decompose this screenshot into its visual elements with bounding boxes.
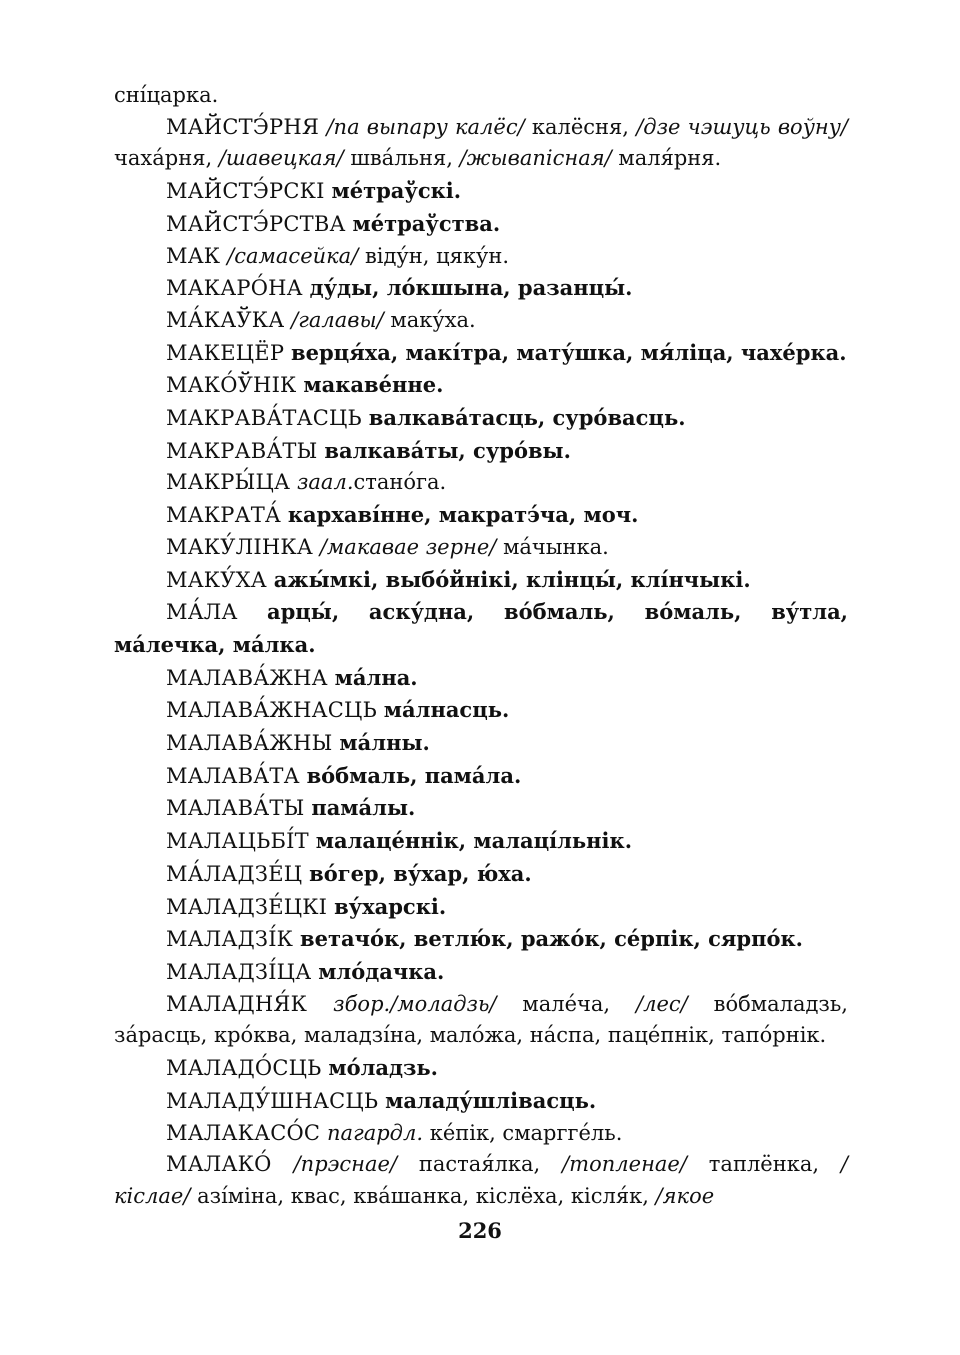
entry-synonyms: азі́міна, квас, ква́шанка, кіслёха, кісля́к,: [190, 1183, 656, 1208]
entry-headword: МАЛАКАСО́С: [166, 1120, 328, 1145]
entry-headword: МАЛАКО́: [166, 1152, 294, 1177]
entry-note: /галавы/: [291, 307, 384, 332]
entry-headword: МАЙСТЭ́РСТВА: [166, 211, 353, 236]
entry-note: заал.: [296, 470, 354, 495]
entry-synonyms: малаце́ннік, малаці́льнік.: [315, 828, 633, 854]
entry-headword: МАЛАДЗІ́К: [166, 927, 301, 952]
entry-synonyms: ме́траўскі.: [331, 178, 462, 204]
entry-synonyms: маля́рня.: [611, 146, 722, 171]
dictionary-entry: [114, 80, 848, 112]
entry-headword: МАКУ́ЛІНКА: [166, 534, 320, 559]
dictionary-entry: [114, 467, 848, 499]
entry-note: /самасейка/: [227, 243, 359, 268]
entry-note: /макавае зерне/: [319, 534, 497, 559]
entry-headword: МАКРАВА́ТЫ: [166, 438, 325, 463]
entry-note: /жывапісная/: [459, 146, 612, 171]
dictionary-entry: [114, 337, 848, 370]
entry-synonyms: чаха́рня,: [114, 146, 219, 171]
dictionary-entry: [114, 694, 848, 727]
entry-synonyms: арцы́, аску́дна, во́бмаль, во́маль, ву́тла, ма́лечка, ма́лка.: [114, 599, 848, 657]
entry-synonyms: мло́дачка.: [318, 958, 445, 984]
entry-note: /па выпару калёс/: [326, 114, 525, 139]
entry-headword: МАЛАДЗІ́ЦА: [166, 959, 319, 984]
entry-synonyms: мале́ча,: [496, 991, 637, 1016]
entry-synonyms: кархаві́нне, макратэ́ча, моч.: [287, 502, 639, 528]
dictionary-entry: [114, 175, 848, 208]
dictionary-entry: [114, 241, 848, 273]
entry-synonyms: мо́ладзь.: [328, 1055, 438, 1081]
dictionary-entry: [114, 305, 848, 337]
page-number: 226: [458, 1218, 502, 1243]
entry-synonyms: стано́га.: [353, 470, 447, 495]
entry-headword: МА́ЛАДЗЕ́Ц: [166, 861, 310, 886]
entry-headword: МАК: [166, 243, 228, 268]
entry-synonyms: ву́харскі.: [334, 893, 447, 919]
entry-synonyms: во́гер, ву́хар, ю́ха.: [309, 860, 532, 886]
entry-synonyms: во́бмаль, пама́ла.: [306, 762, 522, 788]
entry-note: збор./моладзь/: [333, 991, 497, 1016]
entry-note: /лес/: [636, 991, 688, 1016]
dictionary-entry: [114, 727, 848, 760]
dictionary-entry: [114, 435, 848, 468]
dictionary-entry: [114, 112, 848, 175]
entry-synonyms: ма́лна.: [334, 664, 418, 690]
dictionary-entry: [114, 891, 848, 924]
entry-synonyms: ке́пік, смаргге́ль.: [423, 1120, 623, 1145]
entry-synonyms: ме́траўства.: [352, 210, 501, 236]
entry-synonyms: верця́ха, макі́тра, мату́шка, мя́ліца, чахе́рка.: [291, 339, 847, 365]
entry-headword: МАКАРО́НА: [166, 276, 310, 301]
entry-synonyms: ма́чынка.: [496, 534, 609, 559]
dictionary-page-body: [114, 80, 848, 1213]
entry-synonyms: маку́ха.: [383, 307, 476, 332]
entry-headword: МАЛАВА́ЖНА: [166, 665, 335, 690]
entry-synonyms: ма́лны.: [339, 730, 430, 756]
dictionary-entry: [114, 1085, 848, 1118]
entry-headword: МАЙСТЭ́РСКІ: [166, 179, 332, 204]
entry-synonyms: шва́льня,: [343, 146, 460, 171]
dictionary-entry: [114, 792, 848, 825]
entry-headword: МАКЕЦЁР: [166, 340, 292, 365]
dictionary-entry: [114, 1052, 848, 1085]
dictionary-entry: [114, 499, 848, 532]
entry-headword: МАЛАВА́ТА: [166, 763, 307, 788]
entry-note: /кіслае/: [114, 1152, 848, 1208]
entry-synonyms: макаве́нне.: [303, 372, 444, 398]
dictionary-entry: [114, 760, 848, 793]
dictionary-entry: [114, 858, 848, 891]
entry-synonyms: ду́ды, ло́кшына, разанцы́.: [309, 275, 633, 301]
dictionary-entry: [114, 402, 848, 435]
entry-headword: МА́КАЎКА: [166, 307, 292, 332]
entry-headword: МАЛАВА́ТЫ: [166, 796, 312, 821]
entry-note: /дзе чэшуць воўну/: [636, 114, 848, 139]
entry-synonyms: маладу́шлівасць.: [385, 1087, 597, 1113]
dictionary-entry: [114, 532, 848, 564]
entry-note: /топленае/: [562, 1152, 687, 1177]
entry-headword: МАКРЫ́ЦА: [166, 470, 297, 495]
entry-synonyms: валкава́тасць, суро́васць.: [368, 405, 686, 431]
entry-headword: МАКО́ЎНІК: [166, 373, 304, 398]
entry-synonyms: валкава́ты, суро́вы.: [324, 437, 571, 463]
entry-synonyms: таплёнка,: [686, 1152, 841, 1177]
entry-synonyms: калёсня,: [524, 114, 637, 139]
entry-note: пагардл.: [327, 1120, 424, 1145]
dictionary-entry: [114, 1118, 848, 1150]
entry-synonyms: сні́царка.: [114, 83, 219, 107]
entry-headword: МАЛАВА́ЖНАСЦЬ: [166, 698, 384, 723]
entry-headword: МАЛАЦЬБІ́Т: [166, 829, 316, 854]
entry-synonyms: ажы́мкі, выбо́йнікі, клінцы́, клі́нчыкі.: [273, 566, 751, 592]
entry-synonyms: віду́н, цяку́н.: [358, 243, 510, 268]
entry-headword: МАЛАВА́ЖНЫ: [166, 731, 340, 756]
dictionary-entry: [114, 208, 848, 241]
dictionary-entry: [114, 662, 848, 695]
entry-note: /прэснае/: [293, 1152, 398, 1177]
entry-note: /якое: [655, 1183, 715, 1208]
entry-headword: МАЛАДУ́ШНАСЦЬ: [166, 1088, 386, 1113]
entry-headword: МА́ЛА: [166, 600, 267, 625]
dictionary-entry: [114, 272, 848, 305]
dictionary-entry: [114, 989, 848, 1052]
entry-synonyms: пама́лы.: [311, 795, 416, 821]
entry-note: /шавецкая/: [218, 146, 344, 171]
entry-headword: МАЙСТЭ́РНЯ: [166, 114, 327, 139]
dictionary-entry: [114, 564, 848, 597]
dictionary-entry: [114, 956, 848, 989]
entry-headword: МАКУ́ХА: [166, 567, 274, 592]
entry-synonyms: пастая́лка,: [397, 1152, 563, 1177]
entry-synonyms: ветачо́к, ветлю́к, ражо́к, се́рпік, сярпо́к.: [300, 926, 803, 952]
entry-synonyms: во́бмаладзь, за́расць, кро́ква, маладзі́на, мало́жа, на́спа, паце́пнік, тапо́рнік.: [114, 991, 848, 1048]
dictionary-entry: [114, 596, 848, 661]
entry-headword: МАЛАДО́СЦЬ: [166, 1056, 329, 1081]
entry-headword: МАКРАВА́ТАСЦЬ: [166, 406, 369, 431]
entry-headword: МАЛАДНЯ́К: [166, 991, 334, 1016]
dictionary-entry: [114, 1149, 848, 1212]
entry-synonyms: ма́лнасць.: [383, 697, 510, 723]
dictionary-entry: [114, 923, 848, 956]
entry-headword: МАЛАДЗЕ́ЦКІ: [166, 894, 335, 919]
entry-headword: МАКРАТА́: [166, 503, 288, 528]
dictionary-entry: [114, 825, 848, 858]
dictionary-entry: [114, 369, 848, 402]
